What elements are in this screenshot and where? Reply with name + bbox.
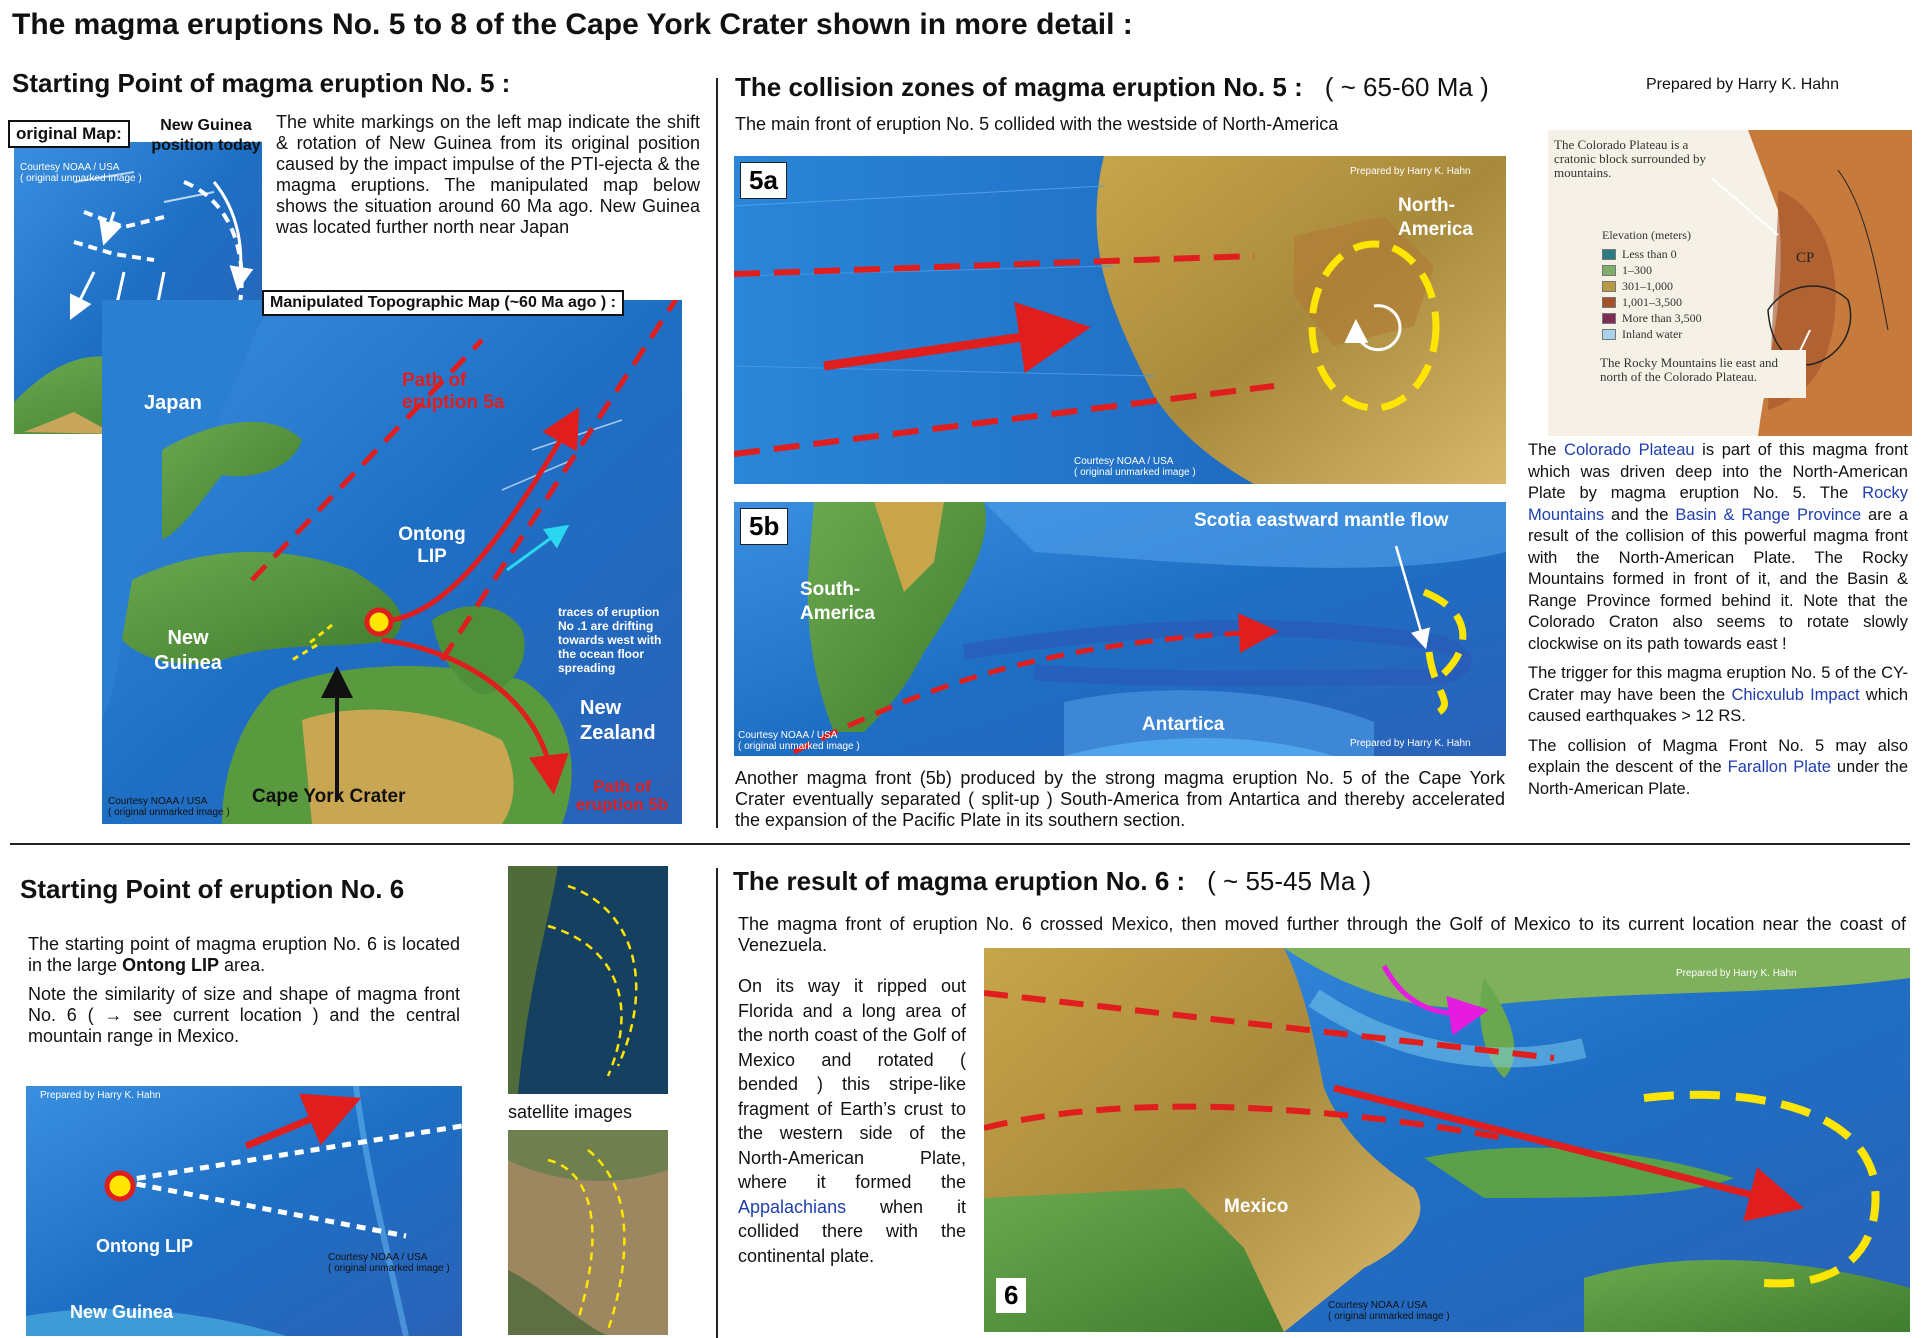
map-6-start	[26, 1086, 462, 1336]
satellite-image-2	[508, 1130, 668, 1335]
link-appalachians[interactable]: Appalachians	[738, 1196, 847, 1217]
label-scotia: Scotia eastward mantle flow	[1194, 510, 1449, 531]
map-5a	[734, 156, 1506, 484]
courtesy-label: Courtesy NOAA / USA ( original unmarked image )	[108, 796, 230, 818]
map-6-credit: Prepared by Harry K. Hahn	[1676, 968, 1797, 979]
legend-title: Elevation (meters)	[1602, 228, 1691, 242]
legend-row	[1602, 294, 1742, 310]
label-new-guinea: New Guinea	[154, 627, 222, 674]
s6-left-heading: Starting Point of eruption No. 6	[20, 874, 405, 904]
legend-label: Inland water	[1622, 326, 1683, 341]
map-5b-tag: 5b	[740, 508, 788, 545]
page-title: The magma eruptions No. 5 to 8 of the Cape York Crater shown in more detail :	[12, 8, 1133, 41]
label-ontong: Ontong LIP	[398, 524, 466, 567]
label-mexico: Mexico	[1224, 1196, 1289, 1217]
link-colorado-plateau[interactable]: Colorado Plateau	[1564, 441, 1695, 459]
s6-left-text: The starting point of magma eruption No. 6 is located in the large Ontong LIP area. Note the similarity of size and shape of magma front No. 6 ( → see current location ) and the central mountain range in Mexico.	[28, 934, 460, 1046]
s5-left-text: The white markings on the left map indicate the shift & rotation of New Guinea from its original position caused by the impact impulse of the PTI-ejecta & the magma eruptions. The manipulated map below shows the situation around 60 Ma ago. New Guinea was located further north near Japan	[276, 112, 700, 237]
s6-side-text: On its way it ripped out Florida and a long area of the north coast of the Golf of Mexico and rotated ( bended ) this stripe-like fragment of Earth’s crust to the western side of the North-American Plate, where it formed the Appalachians when it collided there with the continental plate.	[738, 976, 966, 1266]
legend-label: 1,001–3,500	[1622, 294, 1682, 309]
map-6-start-credit: Prepared by Harry K. Hahn	[40, 1090, 161, 1101]
link-chicxulub[interactable]: Chicxulub Impact	[1731, 685, 1860, 704]
map-6	[984, 948, 1910, 1332]
label-new-zealand: New Zealand	[580, 697, 656, 744]
legend-swatch	[1602, 281, 1616, 292]
courtesy-label: Courtesy NOAA / USA ( original unmarked image )	[328, 1252, 450, 1274]
legend-row	[1602, 278, 1742, 294]
vertical-divider-top	[716, 78, 718, 828]
label-new-guinea-6: New Guinea	[70, 1302, 174, 1322]
original-map-label: original Map:	[8, 120, 130, 148]
link-basin-range[interactable]: Basin & Range Province	[1675, 505, 1862, 524]
legend-swatch	[1602, 249, 1616, 260]
s5-right-bottom-text: Another magma front (5b) produced by the strong magma eruption No. 5 of the Cape York Crater eventually separated ( split-up ) South-America from Antartica and thereby accelerated the expansion of the Pacific Plate in its southern section.	[735, 768, 1505, 830]
vertical-divider-bottom	[716, 868, 718, 1338]
colorado-callout-1: The Colorado Plateau is a cratonic block surrounded by mountains.	[1554, 137, 1706, 180]
label-path5b: Path of eruption 5b	[575, 777, 669, 814]
elevation-legend	[1596, 224, 1748, 346]
legend-label: 1–300	[1622, 262, 1652, 277]
map-5b-credit: Prepared by Harry K. Hahn	[1350, 738, 1471, 749]
manipulated-map	[102, 300, 682, 824]
legend-label: Less than 0	[1622, 246, 1677, 261]
manip-map-label: Manipulated Topographic Map (~60 Ma ago ) :	[262, 290, 624, 316]
legend-label: 301–1,000	[1622, 278, 1673, 293]
label-north-america: North-America	[1398, 195, 1473, 240]
label-japan: Japan	[144, 392, 202, 414]
label-path5a: Path of eruption 5a	[402, 370, 505, 413]
s5-right-subtitle: The main front of eruption No. 5 collided with the westside of North-America	[735, 114, 1339, 134]
label-traces: traces of eruption No .1 are drifting towards west with the ocean floor spreading	[558, 605, 662, 675]
map-5a-credit: Prepared by Harry K. Hahn	[1350, 166, 1471, 177]
legend-row	[1602, 262, 1742, 278]
legend-row	[1602, 246, 1742, 262]
s5-left-heading: Starting Point of magma eruption No. 5 :	[12, 68, 511, 98]
link-rocky-mountains[interactable]: Rocky Mountains	[1528, 484, 1908, 524]
satellite-image-1	[508, 866, 668, 1094]
map-6-tag: 6	[996, 1278, 1026, 1313]
legend-swatch	[1602, 313, 1616, 324]
map-5b	[734, 502, 1506, 756]
satellite-label: satellite images	[508, 1102, 633, 1122]
legend-row	[1602, 326, 1742, 342]
s5-side-text: The Colorado Plateau is part of this magma front which was driven deep into the North-American Plate by magma eruption No. 5. The Rocky Mountains and the Basin & Range Province are a result of the collision of this powerful magma front with the North-American Plate. The Rocky Mountains formed in front of it, and the Basin & Range Province formed behind it. Note that the Colorado Craton also seems to rotate slowly clockwise on its path towards east ! The trigger for this magma eruption No. 5 of the CY-Crater may have been the Chicxulub Impact which caused earthquakes > 12 RS. The collision of Magma Front No. 5 may also explain the descent of the Farallon Plate under the North-American Plate.	[1528, 441, 1908, 798]
ng-today-label: New Guinea position today	[151, 117, 261, 154]
s6-right-intro: The magma front of eruption No. 6 crossed Mexico, then moved further through the Golf of Mexico to its current location near the coast of Venezuela.	[738, 914, 1906, 955]
label-cape-york: Cape York Crater	[252, 786, 406, 807]
s5-right-heading: The collision zones of magma eruption No. 5 : ( ~ 65-60 Ma )	[735, 72, 1489, 102]
horizontal-divider	[10, 843, 1910, 845]
legend-swatch	[1602, 329, 1616, 340]
label-ontong-lip: Ontong LIP	[96, 1236, 193, 1256]
link-farallon[interactable]: Farallon Plate	[1727, 758, 1831, 776]
colorado-callout-2: The Rocky Mountains lie east and north of the Colorado Plateau.	[1600, 355, 1778, 384]
legend-label: More than 3,500	[1622, 310, 1702, 325]
legend-rows	[1602, 246, 1742, 342]
label-antartica: Antartica	[1142, 714, 1225, 735]
author-credit: Prepared by Harry K. Hahn	[1646, 76, 1839, 93]
courtesy-label: Courtesy NOAA / USA ( original unmarked image )	[20, 162, 142, 184]
colorado-plateau-map	[1548, 130, 1912, 436]
courtesy-label: Courtesy NOAA / USA ( original unmarked image )	[1328, 1300, 1450, 1322]
s6-right-heading: The result of magma eruption No. 6 : ( ~ 55-45 Ma )	[733, 866, 1372, 896]
courtesy-label: Courtesy NOAA / USA ( original unmarked image )	[738, 730, 860, 752]
legend-swatch	[1602, 297, 1616, 308]
legend-swatch	[1602, 265, 1616, 276]
courtesy-label: Courtesy NOAA / USA ( original unmarked image )	[1074, 456, 1196, 478]
legend-row	[1602, 310, 1742, 326]
label-south-america: South-America	[800, 579, 875, 624]
cp-label: CP	[1796, 250, 1815, 266]
map-5a-tag: 5a	[740, 162, 787, 199]
